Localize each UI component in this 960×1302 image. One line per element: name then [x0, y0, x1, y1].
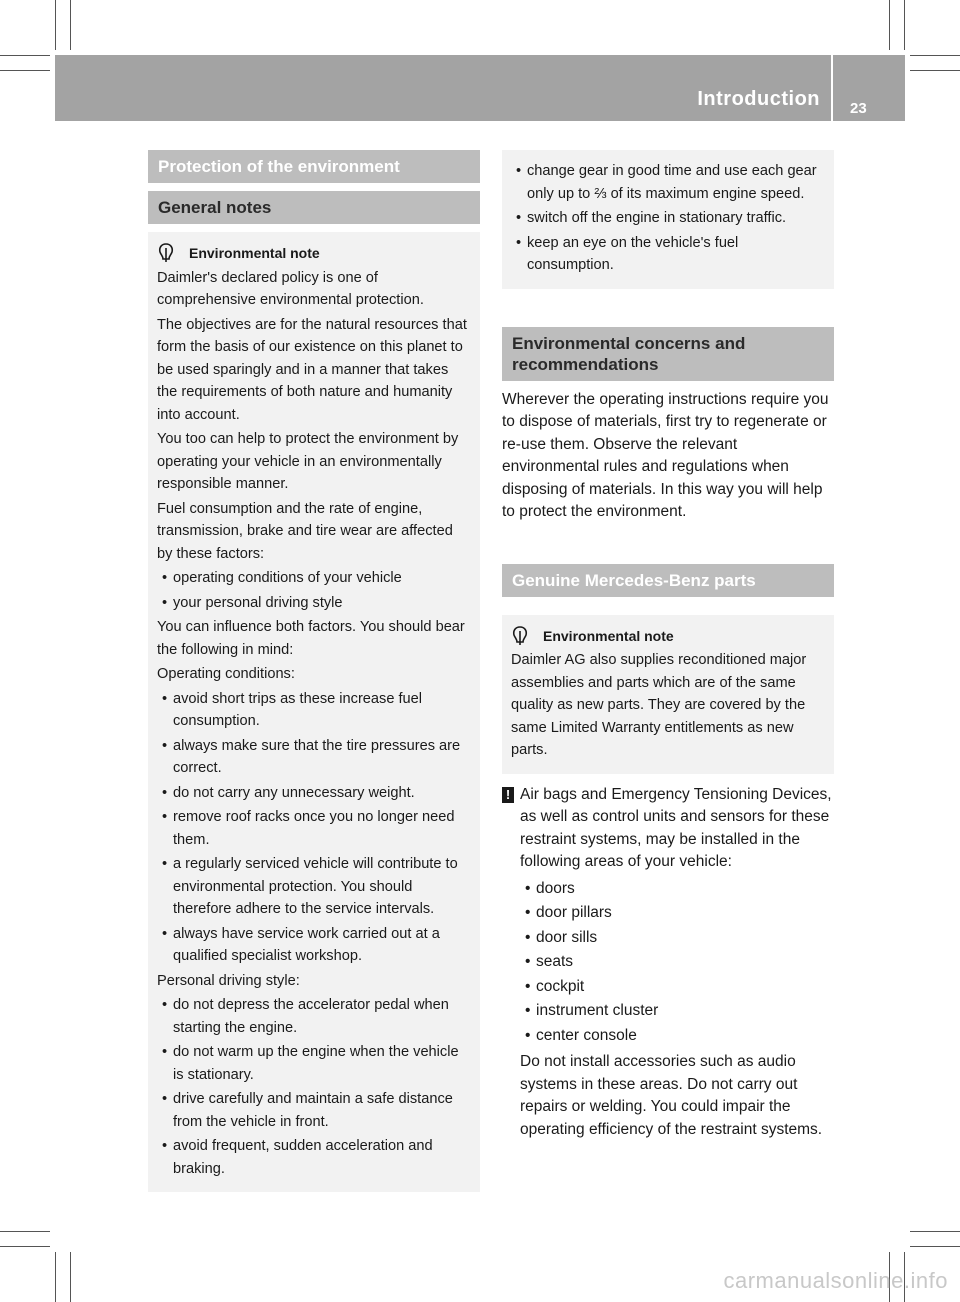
operating-conditions-list: [157, 688, 472, 968]
crop-mark: [910, 55, 960, 56]
list-item: • door pillars: [520, 902, 834, 925]
right-column: [502, 150, 834, 1143]
warning-icon: !: [502, 787, 514, 803]
list-item: • do not warm up the engine when the vehicle is stationary.: [157, 1041, 472, 1086]
note-title: Environmental note: [543, 627, 674, 644]
crop-mark: [889, 0, 890, 50]
list-item: • a regularly serviced vehicle will contribute to environmental protection. You should therefore adhere to the service intervals.: [157, 853, 472, 921]
list-item: • avoid frequent, sudden acceleration and braking.: [157, 1135, 472, 1180]
list-item: • do not depress the accelerator pedal when starting the engine.: [157, 994, 472, 1039]
page-number: 23: [850, 100, 867, 117]
note-header: [157, 242, 472, 265]
operating-conditions-heading: Operating conditions:: [157, 666, 295, 682]
driving-style-list: [157, 994, 472, 1180]
list-item: • cockpit: [520, 976, 834, 999]
airbag-areas-list: [520, 878, 834, 1048]
paragraph: Wherever the operating instructions require you to dispose of materials, first try to regenerate or re-use them. Observe the relevant environmental rules and regulations when disposing of materials. In this way you will help to protect the environment.: [502, 390, 829, 520]
driving-style-list-continued: [511, 160, 826, 277]
list-item: • always have service work carried out at a qualified specialist workshop.: [157, 923, 472, 968]
note-title: Environmental note: [189, 245, 320, 261]
lightbulb-leaf-icon: [511, 625, 529, 647]
environmental-note-continued-box: [502, 150, 834, 289]
crop-mark: [0, 70, 50, 71]
environmental-note-box: [148, 232, 480, 1192]
note-header: [511, 625, 826, 648]
paragraph: You can influence both factors. You should bear the following in mind:: [157, 619, 465, 658]
paragraph: Daimler's declared policy is one of comprehensive environmental protection.: [157, 269, 424, 308]
crop-mark: [910, 1246, 960, 1247]
paragraph: Daimler AG also supplies reconditioned major assemblies and parts which are of the same quality as new parts. They are covered by the same Limited Warranty entitlements as new parts.: [511, 652, 807, 758]
section-heading-genuine-parts: Genuine Mercedes-Benz parts: [502, 564, 834, 597]
crop-mark: [70, 0, 71, 50]
section-heading-protection: Protection of the environment: [148, 150, 480, 183]
factors-list: [157, 567, 472, 614]
subsection-heading-general-notes: General notes: [148, 191, 480, 224]
list-item: • drive carefully and maintain a safe distance from the vehicle in front.: [157, 1088, 472, 1133]
section-heading-concerns: Environmental concerns and recommendations: [502, 327, 834, 381]
paragraph: Fuel consumption and the rate of engine, transmission, brake and tire wear are affected by these factors:: [157, 500, 453, 562]
crop-mark: [0, 55, 50, 56]
warning-text: Air bags and Emergency Tensioning Devices, as well as control units and sensors for these restraint systems, may be installed in the following areas of your vehicle:: [520, 785, 832, 870]
closing-text: Do not install accessories such as audio systems in these areas. Do not carry out repairs or welding. You could impair the operating efficiency of the restraint systems.: [520, 1053, 823, 1138]
list-item: • switch off the engine in stationary traffic.: [511, 207, 826, 230]
paragraph: The objectives are for the natural resources that form the basis of our existence on this planet to be used sparingly and in a manner that takes the requirements of both nature and humanity into account.: [157, 316, 467, 423]
crop-mark: [910, 70, 960, 71]
list-item: • your personal driving style: [157, 592, 472, 615]
page-header-title: Introduction: [697, 88, 820, 110]
list-item: • do not carry any unnecessary weight.: [157, 782, 472, 805]
list-item: • avoid short trips as these increase fuel consumption.: [157, 688, 472, 733]
crop-mark: [904, 0, 905, 50]
left-column: [148, 150, 480, 1192]
list-item: • doors: [520, 878, 834, 901]
list-item: • keep an eye on the vehicle's fuel consumption.: [511, 232, 826, 277]
parts-note-box: [502, 615, 834, 774]
lightbulb-leaf-icon: [157, 242, 175, 264]
list-item: • seats: [520, 951, 834, 974]
crop-mark: [910, 1231, 960, 1232]
paragraph: You too can help to protect the environment by operating your vehicle in an environmentally responsible manner.: [157, 431, 459, 492]
crop-mark: [55, 0, 56, 50]
warning-block: [502, 784, 834, 1142]
watermark: carmanualsonline.info: [723, 1268, 948, 1293]
crop-mark: [70, 1252, 71, 1302]
list-item: • always make sure that the tire pressures are correct.: [157, 735, 472, 780]
list-item: • instrument cluster: [520, 1000, 834, 1023]
list-item: • door sills: [520, 927, 834, 950]
list-item: • change gear in good time and use each gear only up to ⅔ of its maximum engine speed.: [511, 160, 826, 205]
crop-mark: [0, 1246, 50, 1247]
driving-style-heading: Personal driving style:: [157, 972, 300, 989]
list-item: • remove roof racks once you no longer need them.: [157, 806, 472, 851]
crop-mark: [55, 1252, 56, 1302]
list-item: • operating conditions of your vehicle: [157, 567, 472, 590]
list-item: • center console: [520, 1025, 834, 1048]
header-divider: [831, 55, 833, 121]
crop-mark: [0, 1231, 50, 1232]
